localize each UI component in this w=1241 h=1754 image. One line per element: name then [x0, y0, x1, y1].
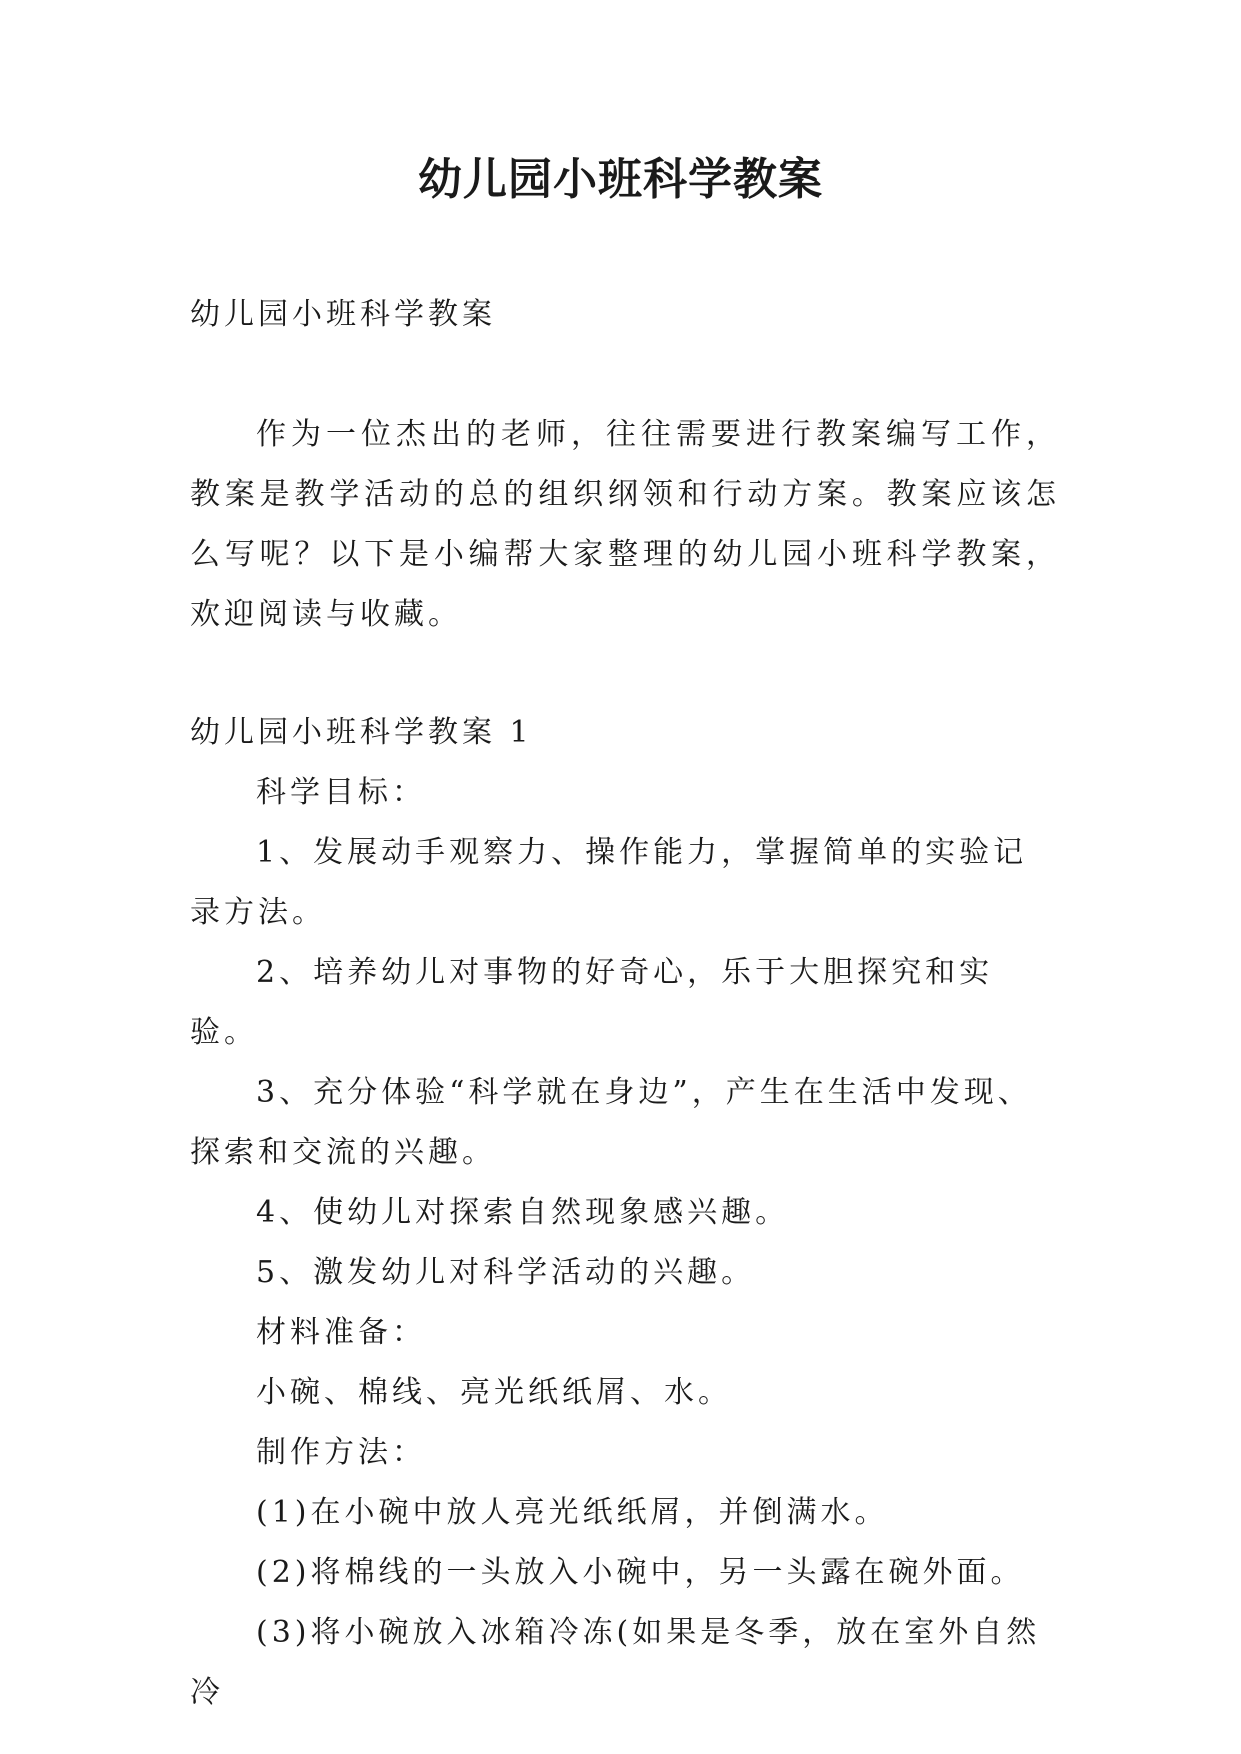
goal-item: 1、发展动手观察力、操作能力，掌握简单的实验记录方法。: [190, 835, 1028, 930]
document-subtitle: 幼儿园小班科学教案: [190, 297, 496, 332]
method-step: (1)在小碗中放人亮光纸纸屑，并倒满水。: [256, 1495, 889, 1530]
goal-item: 3、充分体验“科学就在身边”，产生在生活中发现、探索和交流的兴趣。: [190, 1075, 1032, 1170]
section-heading: 幼儿园小班科学教案 1: [190, 715, 533, 750]
goal-item: 5、激发幼儿对科学活动的兴趣。: [256, 1255, 756, 1290]
goals-heading: 科学目标：: [256, 775, 426, 810]
method-step: (3)将小碗放入冰箱冷冻(如果是冬季，放在室外自然冷: [190, 1615, 1041, 1710]
goal-item: 2、培养幼儿对事物的好奇心，乐于大胆探究和实验。: [190, 955, 994, 1050]
materials-heading: 材料准备：: [256, 1315, 426, 1350]
materials-list: 小碗、棉线、亮光纸纸屑、水。: [256, 1375, 732, 1410]
document-title: 幼儿园小班科学教案: [418, 154, 823, 205]
section-1: [190, 703, 1060, 1723]
method-step: (2)将棉线的一头放入小碗中，另一头露在碗外面。: [256, 1555, 1025, 1590]
method-heading: 制作方法：: [256, 1435, 426, 1470]
goal-item: 4、使幼儿对探索自然现象感兴趣。: [256, 1195, 790, 1230]
intro-paragraph: 作为一位杰出的老师，往往需要进行教案编写工作，教案是教学活动的总的组织纲领和行动方案。教案应该怎么写呢？以下是小编帮大家整理的幼儿园小班科学教案，欢迎阅读与收藏。: [190, 417, 1060, 632]
